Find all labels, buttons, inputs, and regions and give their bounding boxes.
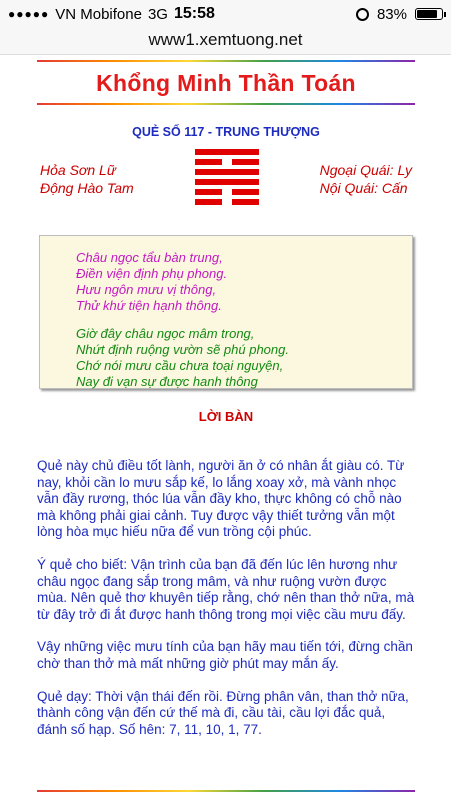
signal-strength-icon: ●●●●●: [8, 7, 50, 21]
status-left: [8, 5, 215, 23]
commentary-heading: LỜI BÀN: [198, 409, 254, 424]
page-content: [37, 56, 415, 800]
battery-tip: [444, 12, 446, 17]
poem-line: Chớ nói mưu cầu chưa toại nguyện,: [76, 358, 284, 373]
battery-percent: 83%: [376, 5, 407, 23]
hexagram-right-info: [320, 161, 412, 197]
hexagram-line-segment: [232, 159, 259, 165]
hexagram-name: Hỏa Sơn Lữ: [40, 162, 116, 178]
hexagram-line-segment: [195, 199, 222, 205]
poem-line: Hưu ngôn mưu vị thông,: [76, 282, 217, 297]
poem-original: [76, 250, 412, 314]
status-right: [356, 6, 443, 23]
hexagram-line-segment: [195, 169, 259, 175]
commentary-paragraph: Vậy những việc mưu tính của bạn hãy mau tiến tới, đừng chần chờ than thở mà mất những giờ phút may mắn ấy.: [37, 639, 413, 671]
hexagram-info-row: [37, 149, 415, 209]
hexagram-broken-line: [195, 159, 259, 165]
alarm-clock-icon: [356, 8, 369, 21]
hexagram-symbol: [195, 149, 259, 209]
poem-line: Nay đi vạn sự được hanh thông: [76, 374, 258, 389]
hexagram-solid-line: [195, 149, 259, 155]
commentary-paragraph: Quẻ dạy: Thời vận thái đến rồi. Đừng phân vân, than thở nữa, thành công vận đến cứ thế mà đi, cầu tài, cầu lợi đắc quả, đánh số hạp. Số hên: 7, 11, 10, 1, 77.: [37, 688, 409, 737]
hexagram-line-segment: [195, 149, 259, 155]
address-bar[interactable]: www1.xemtuong.net: [0, 28, 451, 55]
poem-line: Nhứt định ruộng vườn sẽ phú phong.: [76, 342, 289, 357]
hexagram-line-segment: [195, 189, 222, 195]
outer-trigram: Ngoại Quái: Ly: [319, 162, 412, 178]
carrier-name: VN Mobifone: [55, 5, 142, 23]
rainbow-divider-top: [37, 60, 415, 62]
status-bar: [0, 0, 451, 28]
poem-line: Thử khứ tiện hạnh thông.: [76, 298, 222, 313]
poem-line: Điền viện định phụ phong.: [76, 266, 228, 281]
hexagram-line-segment: [195, 159, 222, 165]
poem-box: [39, 235, 413, 389]
poem-line: Giờ đây châu ngọc mâm trong,: [76, 326, 255, 341]
hexagram-line-segment: [232, 189, 259, 195]
network-type: 3G: [147, 5, 168, 23]
rainbow-divider-bottom: [37, 790, 415, 792]
hexagram-line-segment: [232, 199, 259, 205]
poem-translation: [76, 326, 412, 390]
hexagram-title: QUẺ SỐ 117 - TRUNG THƯỢNG: [132, 125, 320, 139]
hexagram-broken-line: [195, 189, 259, 195]
hexagram-broken-line: [195, 199, 259, 205]
poem-line: Châu ngọc tẩu bàn trung,: [76, 250, 223, 265]
battery-icon: [415, 8, 443, 20]
clock-time: 15:58: [173, 5, 215, 22]
hexagram-solid-line: [195, 169, 259, 175]
commentary-paragraph: Ý quẻ cho biết: Vận trình của bạn đã đến lúc lên hương như châu ngọc đang sắp trong mâm, và như ruộng vườn được mùa. Nên quẻ thơ khuyên tiếp rằng, chớ nên than thở nữa, mà từ đây trở đi ắt được hanh thông trong mọi việc cầu mưu đấy.: [37, 556, 415, 622]
commentary-paragraph: Quẻ này chủ điều tốt lành, người ăn ở có nhân ắt giàu có. Từ nay, khỏi cần lo mưu sắp kế, lo lắng xoay xở, mà vành nhọc vẫn đầy rương, thóc lúa vẫn đầy kho, thực không có chỗ nào mà không phải giai cảnh. Tuy được vậy thiết tưởng vẫn một lòng hòa mục hiếu nữa để vun trồng cội phúc.: [37, 458, 405, 540]
inner-trigram: Nội Quái: Cấn: [319, 180, 408, 196]
hexagram-solid-line: [195, 179, 259, 185]
moving-line: Động Hào Tam: [40, 180, 134, 196]
rainbow-divider: [37, 103, 415, 105]
battery-fill: [417, 10, 437, 18]
hexagram-left-info: [40, 161, 134, 197]
page-title: Khổng Minh Thần Toán: [96, 70, 356, 96]
hexagram-line-segment: [195, 179, 259, 185]
